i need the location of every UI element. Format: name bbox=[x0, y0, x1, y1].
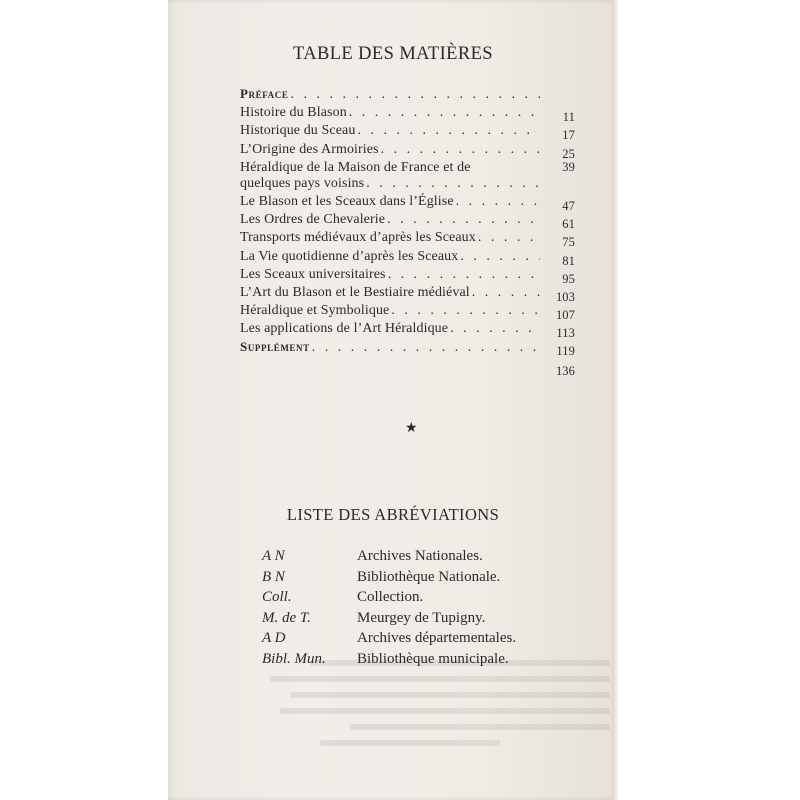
toc-entry-title: Les applications de l’Art Héraldique bbox=[240, 321, 449, 337]
page-edge bbox=[612, 0, 618, 800]
abbreviation-meaning: Collection. bbox=[357, 589, 424, 605]
toc-entry-title: Les Ordres de Chevalerie bbox=[240, 212, 386, 228]
toc-entry bbox=[240, 212, 575, 232]
abbreviation-key: A N bbox=[262, 548, 285, 564]
toc-entry bbox=[240, 359, 575, 378]
toc-entry bbox=[240, 105, 575, 125]
bleed-through-text bbox=[230, 660, 610, 780]
abbreviation-key: A D bbox=[262, 630, 286, 646]
toc-entry-title: Héraldique de la Maison de France et de bbox=[240, 159, 471, 175]
toc-entry bbox=[240, 141, 575, 161]
dot-leader bbox=[381, 142, 540, 158]
dot-leader bbox=[478, 230, 540, 246]
toc-page-number: 136 bbox=[555, 363, 575, 378]
abbreviation-row bbox=[262, 587, 516, 608]
toc-entry-title: Historique du Sceau bbox=[240, 123, 356, 139]
toc-entry-title: Le Blason et les Sceaux dans l’Église bbox=[240, 193, 454, 209]
toc-page-number: 17 bbox=[562, 128, 575, 143]
dot-leader bbox=[460, 249, 540, 265]
dot-leader bbox=[391, 303, 540, 319]
toc-entry-title: Transports médiévaux d’après les Sceaux bbox=[240, 230, 476, 246]
abbreviation-meaning: Bibliothèque municipale. bbox=[357, 650, 509, 667]
toc-entry bbox=[240, 123, 575, 143]
toc-entry bbox=[240, 230, 575, 250]
abbreviation-key: Bibl. Mun. bbox=[262, 650, 326, 667]
dot-leader bbox=[349, 105, 540, 121]
abbreviation-row bbox=[262, 567, 516, 588]
toc-entry bbox=[240, 160, 575, 192]
dot-leader bbox=[456, 194, 540, 210]
dot-leader bbox=[387, 212, 540, 228]
toc-entry-title: Les Sceaux universitaires bbox=[240, 266, 386, 282]
toc-entry bbox=[240, 86, 575, 103]
toc-entry bbox=[240, 248, 575, 268]
abbreviation-key: Coll. bbox=[262, 589, 292, 605]
toc-entry bbox=[240, 303, 575, 323]
toc-page-number: 95 bbox=[562, 271, 575, 286]
table-of-contents bbox=[240, 86, 575, 377]
toc-entry bbox=[240, 321, 575, 341]
star-separator-icon: ★ bbox=[405, 421, 418, 436]
abbreviation-meaning: Meurgey de Tupigny. bbox=[357, 609, 486, 626]
abbreviation-row bbox=[262, 628, 516, 649]
toc-entry-title: Supplément bbox=[240, 339, 310, 355]
toc-page-number: 113 bbox=[556, 326, 575, 341]
toc-entry-title: Héraldique et Symbolique bbox=[240, 303, 390, 319]
toc-entry-title: L’Origine des Armoiries bbox=[240, 141, 379, 157]
toc-page-number: 119 bbox=[556, 344, 575, 359]
dot-leader bbox=[388, 267, 540, 283]
toc-page-number: 47 bbox=[562, 198, 575, 213]
dot-leader bbox=[472, 285, 540, 301]
toc-page-number: 81 bbox=[562, 253, 575, 268]
toc-entry-title: Histoire du Blason bbox=[240, 105, 347, 121]
abbreviation-meaning: Archives Nationales. bbox=[357, 548, 483, 564]
dot-leader bbox=[366, 176, 540, 192]
dot-leader bbox=[312, 340, 540, 356]
toc-title: TABLE DES MATIÈRES bbox=[293, 44, 493, 64]
dot-leader bbox=[450, 321, 540, 337]
abbreviation-key: M. de T. bbox=[262, 609, 311, 626]
toc-entry-title: La Vie quotidienne d’après les Sceaux bbox=[240, 248, 459, 264]
dot-leader bbox=[290, 87, 540, 103]
toc-page-number: 103 bbox=[555, 289, 575, 304]
abbreviation-meaning: Bibliothèque Nationale. bbox=[357, 568, 501, 585]
toc-entry bbox=[240, 339, 575, 359]
toc-entry bbox=[240, 284, 575, 304]
abbreviations-list bbox=[262, 546, 516, 669]
toc-entry-title: quelques pays voisins bbox=[240, 175, 365, 191]
toc-page-number: 11 bbox=[562, 110, 575, 125]
abbreviation-meaning: Archives départementales. bbox=[357, 630, 517, 646]
toc-page-number: 61 bbox=[562, 217, 575, 232]
abbreviations-title: LISTE DES ABRÉVIATIONS bbox=[286, 505, 500, 524]
toc-page-number: 107 bbox=[555, 308, 575, 323]
toc-page-number: 39 bbox=[562, 159, 575, 174]
toc-entry bbox=[240, 266, 575, 286]
dot-leader bbox=[357, 123, 540, 139]
abbreviation-row bbox=[262, 546, 516, 567]
toc-page-number: 75 bbox=[562, 235, 575, 250]
toc-entry bbox=[240, 193, 575, 213]
abbreviation-key: B N bbox=[262, 568, 285, 585]
toc-page-number: 25 bbox=[562, 146, 575, 161]
toc-entry-title: Préface bbox=[240, 86, 289, 101]
abbreviation-row bbox=[262, 608, 516, 629]
toc-entry-title: L’Art du Blason et le Bestiaire médiéval bbox=[240, 284, 470, 300]
